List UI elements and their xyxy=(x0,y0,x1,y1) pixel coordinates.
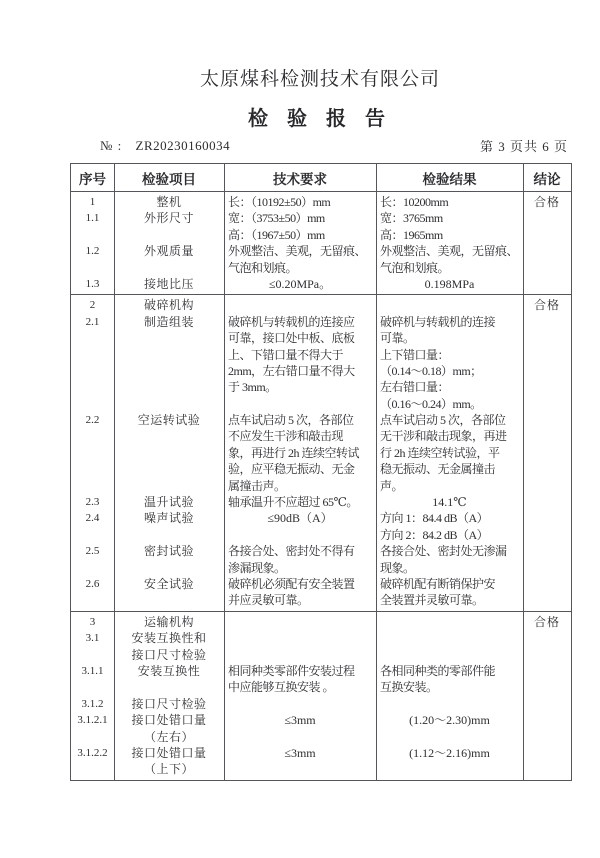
cell-serial-no: 3.1.1 xyxy=(81,664,104,677)
cell-inspect-result: 高：1965mm xyxy=(380,227,443,242)
table-section xyxy=(71,192,571,294)
cell-inspect-item: 运输机构 xyxy=(143,614,194,629)
cell-serial-no: 3.1.2.2 xyxy=(77,746,108,759)
cell-tech-requirement: 外观整洁、美观，无留痕、 xyxy=(228,244,367,259)
cell-serial-no: 1 xyxy=(89,196,96,208)
cell-tech-requirement: 2mm，左右错口量不得大 xyxy=(228,363,355,378)
cell-tech-requirement: 于 3mm。 xyxy=(228,380,277,395)
cell-tech-requirement: ≤0.20MPa。 xyxy=(268,276,332,291)
cell-inspect-item: 接口处错口量 xyxy=(131,713,207,728)
cell-tech-requirement: 象，再进行 2h 连续空转试 xyxy=(228,445,360,460)
cell-conclusion: 合格 xyxy=(533,195,560,209)
cell-tech-requirement: 破碎机必须配有安全装置 xyxy=(228,576,355,591)
cell-inspect-item: 密封试验 xyxy=(143,544,194,559)
cell-tech-requirement: 长：（10192±50）mm xyxy=(228,195,331,209)
cell-serial-no: 2.1 xyxy=(85,315,100,328)
cell-tech-requirement: 上、下错口量不得大于 xyxy=(228,347,344,362)
cell-inspect-result: 各相同种类的零部件能 xyxy=(380,663,496,678)
cell-serial-no: 2.6 xyxy=(85,577,100,590)
report-number xyxy=(100,138,230,154)
cell-tech-requirement: 各接合处、密封处不得有 xyxy=(228,544,355,559)
page-indicator: 第 3 页共 6 页 xyxy=(479,139,568,154)
table-vline xyxy=(523,164,524,780)
cell-inspect-item: 接地比压 xyxy=(143,276,194,291)
cell-inspect-result: 破碎机配有断销保护安 xyxy=(380,576,496,591)
cell-inspect-item: （左右） xyxy=(143,729,194,744)
cell-inspect-result: 全装置并灵敏可靠。 xyxy=(380,593,484,608)
column-header: 结论 xyxy=(533,171,561,187)
report-table-inner xyxy=(71,164,571,780)
cell-inspect-result: 声。 xyxy=(380,478,404,493)
cell-inspect-result: 点车试启动 5 次，各部位 xyxy=(380,413,506,428)
column-header: 检验结果 xyxy=(422,171,477,187)
cell-tech-requirement: 点车试启动 5 次，各部位 xyxy=(228,413,354,428)
cell-serial-no: 1.3 xyxy=(85,277,100,290)
cell-inspect-item: 破碎机构 xyxy=(143,298,194,313)
cell-tech-requirement: 不应发生干涉和敲击现 xyxy=(228,429,344,444)
cell-tech-requirement: 中应能够互换安装 。 xyxy=(228,680,335,695)
cell-inspect-result: 互换安装。 xyxy=(380,680,438,695)
meta-row xyxy=(70,138,570,156)
table-vline xyxy=(224,164,225,780)
cell-tech-requirement: 相同种类零部件安装过程 xyxy=(228,663,355,678)
cell-tech-requirement: 破碎机与转载机的连接应 xyxy=(228,314,355,329)
cell-inspect-result: 无干涉和敲击现象，再进 xyxy=(380,429,507,444)
cell-tech-requirement: ≤3mm xyxy=(284,713,316,728)
cell-inspect-result: 0.198MPa xyxy=(424,276,475,291)
cell-tech-requirement: ≤90dB（A） xyxy=(267,511,333,526)
cell-inspect-item: 外观质量 xyxy=(143,244,194,259)
cell-inspect-result: （0.14～0.18）mm； xyxy=(380,363,482,378)
cell-inspect-result: 左右错口量： xyxy=(380,380,450,395)
column-header: 检验项目 xyxy=(142,171,196,187)
cell-inspect-result: 外观整洁、美观，无留痕、 xyxy=(380,244,519,259)
cell-inspect-result: 各接合处、密封处无渗漏 xyxy=(380,544,507,559)
cell-tech-requirement: ≤3mm xyxy=(284,745,316,760)
cell-serial-no: 2.3 xyxy=(85,496,100,509)
cell-serial-no: 2.2 xyxy=(85,414,100,427)
cell-serial-no: 1.1 xyxy=(85,212,100,225)
column-header: 序号 xyxy=(79,171,106,187)
cell-serial-no: 3.1.2 xyxy=(81,697,104,710)
cell-tech-requirement: 并应灵敏可靠。 xyxy=(228,593,309,608)
cell-inspect-item: 接口尺寸检验 xyxy=(131,696,207,711)
cell-inspect-result: (1.20～2.30)mm xyxy=(409,713,490,728)
cell-inspect-result: 稳无振动、无金属撞击 xyxy=(380,462,496,477)
report-number-value: ZR20230160034 xyxy=(135,138,231,153)
cell-inspect-item: 安全试验 xyxy=(143,576,194,591)
cell-inspect-result: (1.12～2.16)mm xyxy=(409,745,490,760)
cell-serial-no: 2.4 xyxy=(85,512,100,525)
cell-tech-requirement: 验，应平稳无振动、无金 xyxy=(228,462,355,477)
cell-tech-requirement: 高：（1967±50）mm xyxy=(228,227,325,242)
cell-inspect-result: 现象。 xyxy=(380,560,415,575)
cell-conclusion: 合格 xyxy=(533,298,560,313)
cell-serial-no: 2.5 xyxy=(85,545,100,558)
company-title: 太原煤科检测技术有限公司 xyxy=(199,69,440,90)
cell-inspect-result: 方向 2：84.2 dB（A） xyxy=(380,527,489,542)
cell-inspect-result: （0.16～0.24）mm。 xyxy=(380,396,482,411)
cell-inspect-result: 方向 1：84.4 dB（A） xyxy=(380,511,489,526)
cell-inspect-result: 行 2h 连续空转试验，平 xyxy=(380,445,500,460)
cell-inspect-item: （上下） xyxy=(143,762,194,777)
cell-inspect-result: 上下错口量： xyxy=(380,347,450,362)
table-section xyxy=(71,294,571,610)
cell-inspect-result: 破碎机与转载机的连接 xyxy=(380,314,496,329)
cell-inspect-item: 安装互换性 xyxy=(137,663,201,678)
cell-inspect-result: 可靠。 xyxy=(380,331,415,346)
cell-tech-requirement: 轴承温升不应超过 65℃。 xyxy=(228,495,358,510)
cell-serial-no: 1.2 xyxy=(85,245,100,258)
cell-tech-requirement: 宽：（3753±50）mm xyxy=(228,211,325,226)
report-table xyxy=(70,163,572,781)
cell-serial-no: 3.1 xyxy=(85,632,100,645)
cell-inspect-item: 外形尺寸 xyxy=(143,211,194,226)
table-vline xyxy=(114,164,115,780)
cell-tech-requirement: 气泡和划痕。 xyxy=(228,260,298,275)
cell-serial-no: 3.1.2.1 xyxy=(77,714,108,727)
cell-tech-requirement: 属撞击声。 xyxy=(228,478,286,493)
cell-serial-no: 2 xyxy=(89,299,96,312)
report-title: 检 验 报 告 xyxy=(248,108,392,130)
cell-serial-no: 3 xyxy=(89,615,96,628)
cell-inspect-item: 接口处错口量 xyxy=(131,745,207,760)
cell-inspect-item: 温升试验 xyxy=(143,495,194,510)
column-header: 技术要求 xyxy=(273,171,327,187)
cell-inspect-item: 制造组装 xyxy=(143,314,194,329)
cell-inspect-item: 安装互换性和 xyxy=(131,631,207,646)
table-vline xyxy=(376,164,377,780)
cell-inspect-item: 噪声试验 xyxy=(143,511,194,526)
table-header-row xyxy=(71,164,571,192)
cell-inspect-result: 长：10200mm xyxy=(380,195,449,209)
cell-tech-requirement: 渗漏现象。 xyxy=(228,560,286,575)
cell-inspect-item: 整机 xyxy=(156,195,182,209)
table-body xyxy=(71,192,571,780)
cell-tech-requirement: 可靠，接口处中板、底板 xyxy=(228,331,355,346)
report-number-label: № : xyxy=(100,138,123,153)
cell-inspect-result: 宽：3765mm xyxy=(380,211,443,226)
cell-inspect-item: 接口尺寸检验 xyxy=(131,647,207,662)
cell-inspect-result: 14.1℃ xyxy=(432,495,467,510)
cell-inspect-result: 气泡和划痕。 xyxy=(380,260,450,275)
table-section xyxy=(71,611,571,780)
cell-inspect-item: 空运转试验 xyxy=(137,413,201,428)
cell-conclusion: 合格 xyxy=(533,614,560,629)
